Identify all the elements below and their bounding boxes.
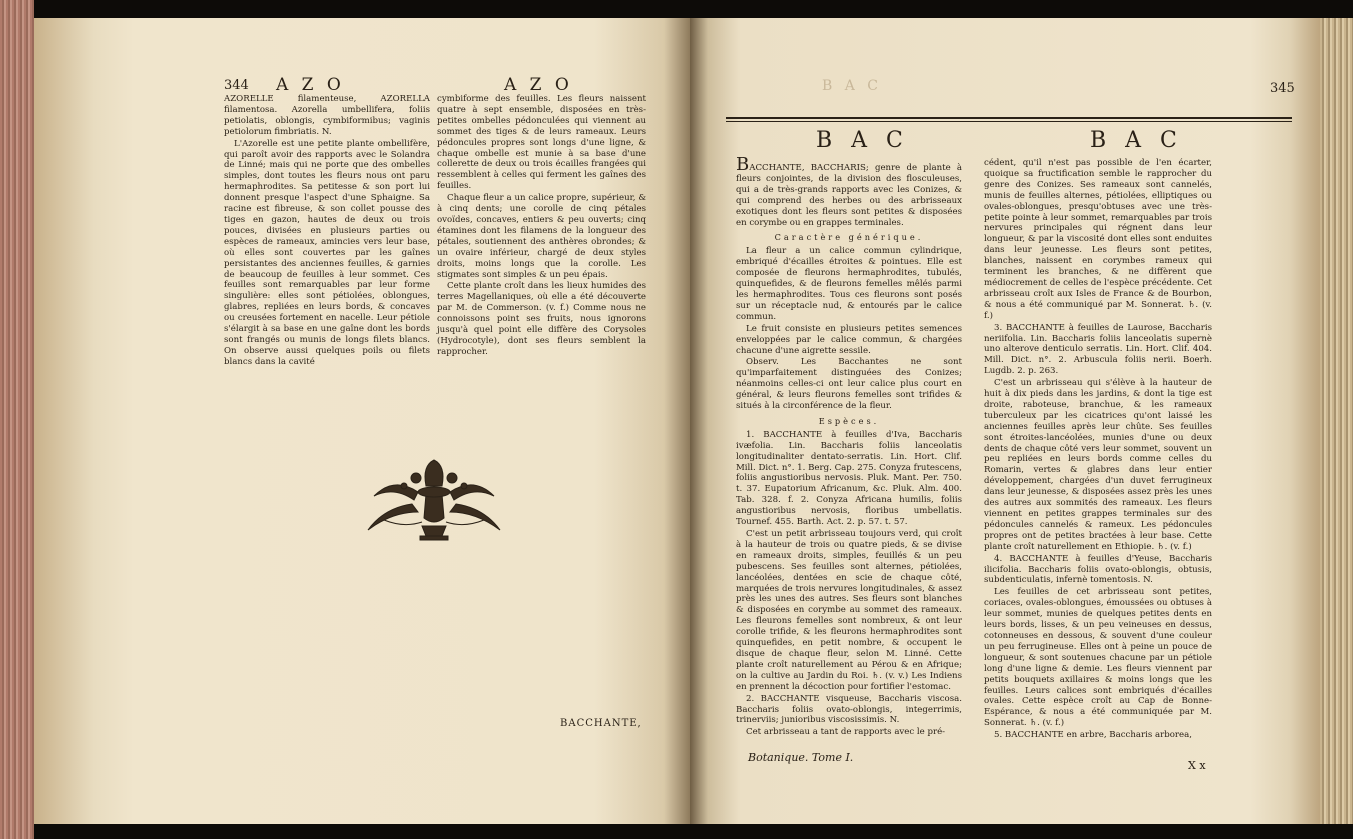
- signature-line: Botanique. Tome I.: [748, 751, 854, 764]
- section-heading: Caractère générique.: [774, 232, 924, 243]
- left-page-edges: [0, 0, 34, 839]
- right-page-edges: [1320, 18, 1353, 824]
- left-page: [34, 18, 690, 824]
- paragraph: 2. BACCHANTE visqueuse, Baccharis viscosa. Baccharis foliis ovato-oblongis, integerrimis, trinerviis; junioribus viscosissimis. N.: [736, 693, 962, 726]
- page-number: 345: [1270, 81, 1295, 96]
- right-page: [690, 18, 1320, 824]
- sheet-signature: X x: [1188, 759, 1206, 772]
- paragraph: 4. BACCHANTE à feuilles d'Yeuse, Baccharis ilicifolia. Baccharis foliis ovato-oblongis, obtusis, subdenticulatis, infernè tomentosis. N.: [984, 553, 1212, 586]
- page-title: B A C: [816, 128, 909, 153]
- paragraph: Chaque fleur a un calice propre, supérieur, & à cinq dents; une corolle de cinq pétales ovoïdes, concaves, entiers & peu ouverts; cinq étamines dont les filamens de la longueur des pétales, soutiennent des anthères obrondes; & un ovaire inférieur, chargé de deux styles droits, moins longs que la corolle. Les stigmates sont simples & un peu épais.: [437, 193, 646, 280]
- drop-cap: B: [736, 154, 750, 175]
- paragraph: Le fruit consiste en plusieurs petites semences enveloppées par le calice commun, & chargées chacune d'une aigrette sessile.: [736, 323, 962, 356]
- paragraph: La fleur a un calice commun cylindrique, embriqué d'écailles étroites & pointues. Elle est composée de fleurons hermaphrodites, tubulés, quinquefides, & de fleurons femelles mêlés parmi les hermaphrodites. Tous ces fleurons sont posés sur un réceptacle nud, & entourés par le calice commun.: [736, 246, 962, 322]
- double-rule: [726, 121, 1292, 122]
- paragraph: Observ. Les Bacchantes ne sont qu'imparfaitement distinguées des Conizes; néanmoins celles-ci ont leur calice plus court en général, & leurs fleurons femelles sont trifides & situés à la circonférence de la fleur.: [736, 357, 962, 412]
- section-heading: Espèces.: [818, 415, 880, 426]
- double-rule: [726, 117, 1292, 119]
- ornamental-vignette: [364, 456, 504, 544]
- paragraph: [736, 154, 962, 228]
- text-column-2: [984, 158, 1212, 758]
- paragraph: Cette plante croît dans les lieux humides des terres Magellaniques, où elle a été découverte par M. de Commerson. (v. f.) Comme nous ne connoissons point ses fruits, nous ignorons jusqu'à quel point elle diffère des Corysoles (Hydrocotyle), dont ses fleurs semblent la rapprocher.: [437, 281, 646, 357]
- text-column-1: [224, 94, 430, 367]
- paragraph: C'est un petit arbrisseau toujours verd, qui croît à la hauteur de trois ou quatre pieds, & se divise en rameaux droits, simples, feuillés & un peu pubescens. Ses feuilles sont alternes, pétiolées, lancéolées, dentées en scie de chaque côté, marquées de trois nervures longitudinales, & assez près les unes des autres. Ses fleurs sont blanches & disposées en corymbe au sommet des rameaux. Les fleurons femelles sont nombreux, & ont leur corolle trifide, & les fleurons hermaphrodites sont quinquefides, en petit nombre, & occupent le disque de chaque fleur, selon M. Linné. Cette plante croît naturellement au Pérou & en Afrique; on la cultive au Jardin du Roi. ♄. (v. v.) Les Indiens en prennent la décoction pour fortifier l'estomac.: [736, 529, 962, 692]
- page-number: 344: [224, 78, 249, 93]
- text-column-1: [736, 154, 962, 748]
- paragraph: Les feuilles de cet arbrisseau sont petites, coriaces, ovales-oblongues, émoussées ou obtuses à leur sommet, munies de quelques petites dents en leurs bords, lisses, & un peu veineuses en dessus, cotonneuses en dessous, & souvent d'une couleur un peu ferrugineuse. Elles ont à peine un pouce de longueur, & sont soutenues chacune par un pétiole long d'une ligne & demie. Les fleurs viennent par petits bouquets axillaires & moins longs que les feuilles. Leurs calices sont embriqués d'écailles ovales. Cette espèce croît au Cap de Bonne-Espérance, & nous a été communiquée par M. Sonnerat. ♄. (v. f.): [984, 587, 1212, 729]
- paragraph: L'Azorelle est une petite plante ombellifère, qui paroît avoir des rapports avec le Solandra de Linné; mais qui ne porte que des ombelles simples, dont toutes les fleurs nous ont paru hermaphrodites. Sa petitesse & son port lui donnent presque l'aspect d'une Sphaigne. Sa racine est fibreuse, & son collet pousse des tiges en gazon, hautes de deux ou trois pouces, divisées en plusieurs parties ou espèces de rameaux, amincies vers leur base, où elles sont couvertes par les gaînes persistantes des anciennes feuilles, & garnies de beaucoup de feuilles à leur sommet. Ces feuilles sont remarquables par leur forme singulière: elles sont pétiolées, oblongues, glabres, repliées en leurs bords, & concaves ou creusées fortement en nacelle. Leur pétiole s'élargit à sa base en une gaîne dont les bords sont frangés ou munis de longs filets blancs. On observe aussi quelques poils ou filets blancs dans la cavité: [224, 138, 430, 367]
- paragraph: 5. BACCHANTE en arbre, Baccharis arborea,: [994, 730, 1192, 741]
- running-head: A Z O: [276, 75, 345, 95]
- paragraph: 3. BACCHANTE à feuilles de Laurose, Baccharis neriifolia. Lin. Baccharis foliis lanceolatis supernè uno alterove denticulo serratis. Lin. Hort. Clif. 404. Mill. Dict. n°. 2. Arbuscula foliis nerii. Boerh. Lugdb. 2. p. 263.: [984, 322, 1212, 377]
- catchword: BACCHANTE,: [560, 718, 642, 729]
- paragraph-text: ACCHANTE, BACCHARIS; genre de plante à fleurs conjointes, de la division des flosculeuses, qui a de très-grands rapports avec les Conizes, & qui comprend des herbes ou des arbrisseaux exotiques dont les fleurs sont petites & disposées en corymbe ou en grappes terminales.: [736, 163, 962, 228]
- paragraph: cymbiforme des feuilles. Les fleurs naissent quatre à sept ensemble, disposées en très-petites ombelles pédonculées qui viennent au sommet des tiges & de leurs rameaux. Leurs pédoncules propres sont longs d'une ligne, & chaque ombelle est munie à sa base d'une collerette de deux ou trois écailles frangées qui ressemblent à celles qui ferment les gaînes des feuilles.: [437, 94, 646, 192]
- paragraph: 1. BACCHANTE à feuilles d'Iva, Baccharis ivæfolia. Lin. Baccharis foliis lanceolatis longitudinaliter dentato-serratis. Lin. Hort. Clif. Mill. Dict. n°. 1. Berg. Cap. 275. Conyza frutescens, foliis angustioribus nervosis. Pluk. Mant. Per. 750. t. 37. Eupatorium Africanum, &c. Pluk. Alm. 400. Tab. 328. f. 2. Conyza Africana humilis, foliis angustioribus nervosis, floribus umbellatis. Tournef. 455. Barth. Act. 2. p. 57. t. 57.: [736, 429, 962, 528]
- bleed-through-head: B A C: [822, 78, 883, 94]
- paragraph: AZORELLE filamenteuse, AZORELLA filamentosa. Azorella umbellifera, foliis petiolatis, oblongis, cymbiformibus; vaginis petiolorum fimbriatis. N.: [224, 94, 430, 137]
- paragraph: Cet arbrisseau a tant de rapports avec le pré-: [746, 727, 946, 738]
- page-title: B A C: [1090, 128, 1183, 153]
- running-head: A Z O: [504, 75, 573, 95]
- paragraph: C'est un arbrisseau qui s'élève à la hauteur de huit à dix pieds dans les jardins, & dont la tige est droite, raboteuse, branchue, & les rameaux tuberculeux par les cicatrices qu'ont laissé les anciennes feuilles après leur chûte. Ses feuilles sont étroites-lancéolées, munies d'une ou deux dents de chaque côté vers leur sommet, souvent un peu repliées en leurs bords comme celles du Romarin, vertes & glabres dans leur entier développement, chargées d'un duvet ferrugineux dans leur jeunesse, & disposées assez près les unes des autres aux sommités des rameaux. Les fleurs viennent en petites grappes terminales sur des pédoncules cannelés & rameux. Les pédoncules propres ont de petites bractées à leur base. Cette plante croît naturellement en Ethiopie. ♄. (v. f.): [984, 378, 1212, 552]
- paragraph: cédent, qu'il n'est pas possible de l'en écarter, quoique sa fructification semble le rapprocher du genre des Conizes. Ses rameaux sont cannelés, munis de feuilles alternes, pétiolées, elliptiques ou ovales-oblongues, presqu'obtuses avec une très-petite pointe à leur sommet, remarquables par trois nervures principales qui régnent dans leur longueur, & par la viscosité dont elles sont enduites dans leur jeunesse. Les fleurs sont petites, blanches, naissent en corymbes rameux qui terminent les branches, & ne diffèrent que médiocrement de celles de l'espèce précédente. Cet arbrisseau croît aux Isles de France & de Bourbon, & nous a été communiqué par M. Sonnerat. ♄. (v. f.): [984, 158, 1212, 321]
- text-column-2: [437, 94, 646, 357]
